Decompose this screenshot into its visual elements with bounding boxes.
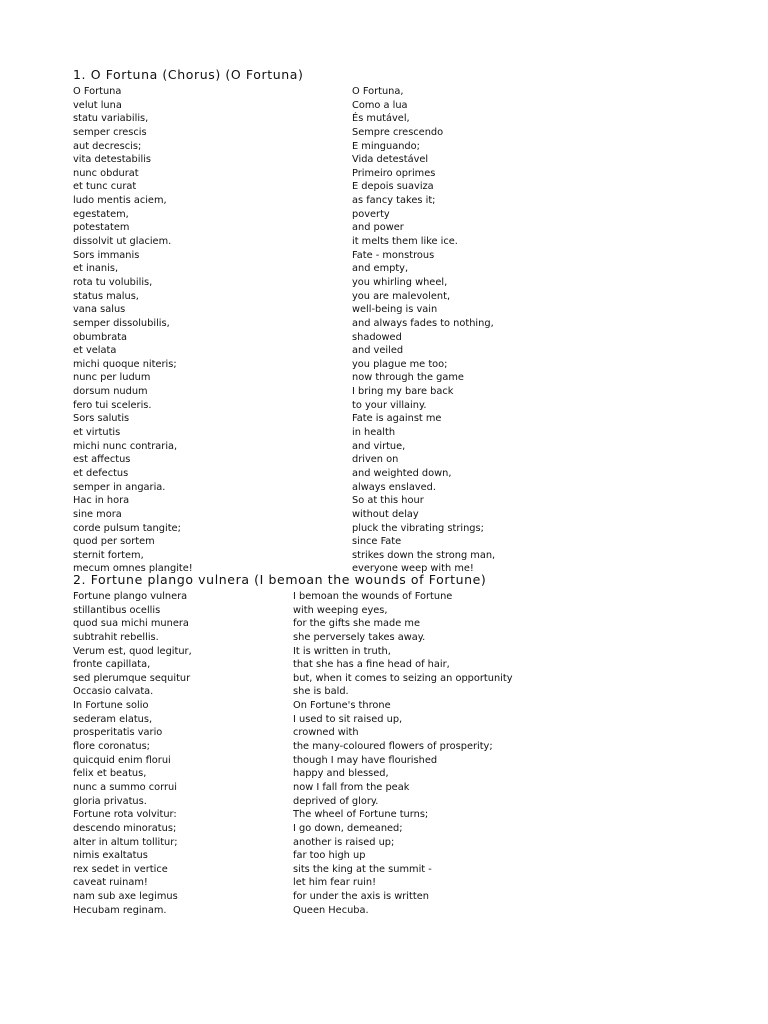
lyric-line: flore coronatus; [73,741,150,753]
lyric-line: ludo mentis aciem, [73,195,167,207]
lyric-line: shadowed [352,331,402,343]
lyric-line: nunc a summo corrui [73,781,177,793]
lyric-line: O Fortuna [73,86,122,97]
lyric-line: well-being is vain [352,304,438,316]
lyric-line: velut luna [73,99,122,111]
lyric-line: est affectus [73,454,131,466]
lyric-line: mecum omnes plangite! [73,563,193,575]
lyric-line: The wheel of Fortune turns; [293,809,429,821]
lyric-line: michi nunc contraria, [73,440,178,452]
lyric-line: Verum est, quod legitur, [73,645,192,657]
lyric-line: sederam elatus, [73,713,153,725]
lyric-line: you plague me too; [352,358,448,370]
lyric-line: crowned with [293,727,359,739]
lyric-line: vita detestabilis [73,154,152,166]
lyric-line: semper dissolubilis, [73,317,170,329]
lyric-line: Queen Hecuba. [293,904,369,916]
lyric-line: and empty, [352,263,409,275]
lyric-line: Hecubam reginam. [73,904,167,916]
lyric-line: that she has a fine head of hair, [293,659,450,671]
lyric-line: I go down, demeaned; [293,822,403,834]
lyric-line: E depois suaviza [352,181,434,193]
lyric-line: and weighted down, [352,467,452,479]
section-heading: 1. O Fortuna (Chorus) (O Fortuna) [73,67,304,82]
lyric-line: it melts them like ice. [352,236,458,248]
lyric-line: Fate - monstrous [352,249,435,261]
lyric-line: nunc per ludum [73,372,151,384]
lyric-line: dorsum nudum [73,386,148,398]
lyric-line: On Fortune's throne [293,700,391,712]
lyric-line: Vida detestável [352,154,429,166]
lyric-line: in health [352,427,396,439]
lyric-line: fero tui sceleris. [73,399,152,411]
lyric-line: statu variabilis, [73,113,149,125]
lyric-line: felix et beatus, [73,768,147,780]
lyric-line: corde pulsum tangite; [73,522,181,534]
lyric-line: rota tu volubilis, [73,276,153,288]
lyric-line: status malus, [73,290,139,302]
lyric-line: michi quoque niteris; [73,358,177,370]
lyric-line: subtrahit rebellis. [73,631,159,643]
lyric-line: E minguando; [352,140,420,152]
lyric-line: let him fear ruin! [293,877,377,889]
translation-column [352,85,495,576]
lyric-line: though I may have flourished [293,754,438,766]
lyric-line: she perversely takes away. [293,631,426,643]
lyric-line: quod per sortem [73,536,155,548]
lyric-line: she is bald. [293,686,349,698]
lyric-line: Sempre crescendo [352,126,444,138]
lyric-line: always enslaved. [352,481,436,493]
lyric-line: obumbrata [73,331,128,343]
lyric-line: I bemoan the wounds of Fortune [293,591,453,602]
lyric-line: quicquid enim florui [73,754,171,766]
lyric-line: now I fall from the peak [293,781,410,793]
translation-column [293,590,513,917]
lyric-line: the many-coloured flowers of prosperity; [293,741,493,753]
lyric-line: Primeiro oprimes [352,167,436,179]
lyric-line: and veiled [352,345,404,357]
section-heading: 2. Fortune plango vulnera (I bemoan the wounds of Fortune) [73,572,487,587]
latin-column [73,590,192,917]
lyric-line: I used to sit raised up, [293,713,403,725]
lyric-line: Sors immanis [73,249,140,261]
latin-column [73,85,193,576]
lyric-line: stillantibus ocellis [73,604,161,616]
lyric-line: sternit fortem, [73,549,144,561]
lyric-line: vana salus [73,304,126,316]
lyric-line: et virtutis [73,427,121,439]
lyric-line: Fortune rota volvitur: [73,809,177,821]
lyric-line: poverty [352,208,390,220]
lyric-line: et velata [73,345,117,357]
lyric-line: És mutável, [352,113,410,125]
lyric-line: Occasio calvata. [73,686,154,698]
lyric-line: you are malevolent, [352,290,451,302]
lyric-line: Sors salutis [73,413,130,425]
lyric-line: for under the axis is written [293,891,429,903]
lyric-line: with weeping eyes, [293,604,388,616]
lyric-line: In Fortune solio [73,700,149,712]
lyric-line: sed plerumque sequitur [73,672,191,684]
lyric-line: driven on [352,454,399,466]
lyric-line: Hac in hora [73,495,130,507]
lyric-line: now through the game [352,372,464,384]
lyric-line: aut decrescis; [73,140,142,152]
lyric-line: dissolvit ut glaciem. [73,236,172,248]
lyric-line: nunc obdurat [73,167,139,179]
lyric-line: pluck the vibrating strings; [352,522,484,534]
lyric-line: It is written in truth, [293,645,391,657]
lyric-line: happy and blessed, [293,768,389,780]
lyric-line: without delay [352,508,419,520]
lyric-line: semper crescis [73,126,147,138]
lyric-line: rex sedet in vertice [73,863,168,875]
section-o-fortuna [73,66,496,575]
lyric-line: for the gifts she made me [293,618,420,630]
lyric-line: everyone weep with me! [352,563,474,575]
lyric-line: and power [352,222,404,234]
lyric-line: as fancy takes it; [352,195,436,207]
lyric-line: caveat ruinam! [73,877,148,889]
lyric-line: alter in altum tollitur; [73,836,178,848]
lyric-line: So at this hour [352,495,424,507]
lyric-line: strikes down the strong man, [352,549,496,561]
lyric-line: prosperitatis vario [73,727,163,739]
lyric-line: semper in angaria. [73,481,166,493]
section-fortune-plango-vulnera [73,571,513,916]
lyric-line: et inanis, [73,263,119,275]
lyric-line: O Fortuna, [352,86,404,97]
lyric-line: but, when it comes to seizing an opportunity [293,672,513,684]
lyric-line: and virtue, [352,440,406,452]
lyric-line: another is raised up; [293,836,395,848]
lyric-line: deprived of glory. [293,795,379,807]
lyric-line: gloria privatus. [73,795,147,807]
lyric-line: since Fate [352,536,402,548]
lyric-line: et defectus [73,467,129,479]
lyric-line: nimis exaltatus [73,850,148,862]
lyric-line: nam sub axe legimus [73,891,178,903]
lyric-line: potestatem [73,222,130,234]
lyric-line: you whirling wheel, [352,276,448,288]
lyric-line: and always fades to nothing, [352,317,494,329]
lyric-line: I bring my bare back [352,386,454,398]
lyric-line: et tunc curat [73,181,137,193]
lyric-line: Fortune plango vulnera [73,591,188,602]
lyric-line: Como a lua [352,99,408,111]
lyric-line: sine mora [73,508,122,520]
lyric-line: to your villainy. [352,399,427,411]
lyric-line: sits the king at the summit - [293,863,432,875]
lyric-line: egestatem, [73,208,129,220]
lyric-line: fronte capillata, [73,659,151,671]
lyric-line: quod sua michi munera [73,618,189,630]
lyric-line: Fate is against me [352,413,442,425]
lyric-line: far too high up [293,850,366,862]
lyric-line: descendo minoratus; [73,822,177,834]
